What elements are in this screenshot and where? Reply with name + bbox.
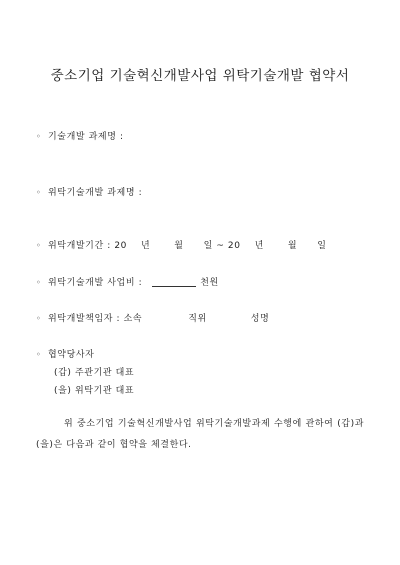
project-name-label: 기술개발 과제명 : — [48, 132, 124, 142]
outsourced-project-label: 위탁기술개발 과제명 : — [48, 188, 143, 198]
period-day-end: 일 — [317, 241, 327, 251]
field-outsourced-project — [36, 185, 142, 198]
bullet-icon: ◦ — [36, 132, 42, 141]
field-period — [36, 238, 326, 251]
field-parties — [36, 347, 94, 360]
manager-position: 직위 — [188, 314, 207, 324]
manager-name: 성명 — [250, 314, 270, 324]
agreement-paragraph: 위 중소기업 기술혁신개발사업 위탁기술개발과제 수행에 관하여 (갑)과 (을)은 다음과 같이 협약을 체결한다. — [36, 419, 364, 450]
period-month-end: 월 — [287, 241, 298, 251]
cost-unit: 천원 — [200, 278, 219, 288]
field-cost — [36, 275, 219, 288]
bullet-icon: ◦ — [36, 241, 42, 250]
bullet-icon: ◦ — [36, 350, 42, 359]
period-day-start: 일 ~ 20 — [203, 241, 241, 251]
parties-label: 협약당사자 — [48, 350, 95, 360]
bullet-icon: ◦ — [36, 278, 42, 287]
party-eul: (을) 위탁기관 대표 — [54, 386, 135, 396]
bullet-icon: ◦ — [36, 188, 42, 197]
period-label: 위탁개발기간 : 20 — [48, 241, 127, 251]
bullet-icon: ◦ — [36, 314, 42, 323]
party-gap: (갑) 주관기관 대표 — [54, 368, 135, 378]
cost-blank-line — [152, 277, 196, 287]
field-project-name — [36, 129, 124, 142]
period-year-end: 년 — [254, 241, 264, 251]
period-year-start: 년 — [140, 241, 151, 251]
field-manager — [36, 311, 269, 324]
period-month-start: 월 — [174, 241, 184, 251]
document-title: 중소기업 기술혁신개발사업 위탁기술개발 협약서 — [50, 68, 350, 84]
manager-label: 위탁개발책임자 : 소속 — [48, 314, 143, 324]
cost-label: 위탁기술개발 사업비 : — [48, 278, 143, 288]
